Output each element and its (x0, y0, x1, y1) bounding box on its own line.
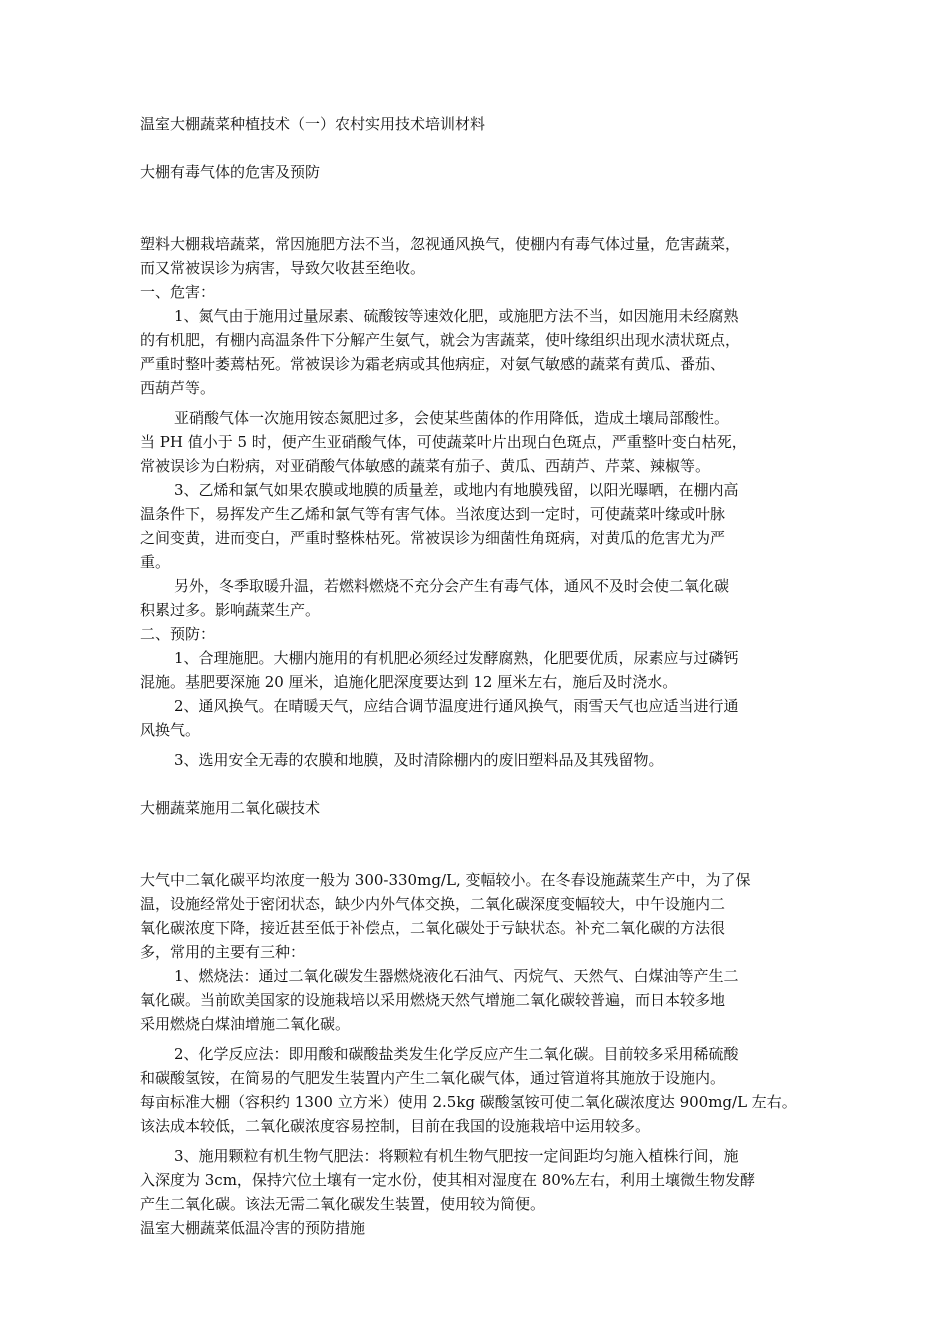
method-paragraph-chemical (140, 1042, 830, 1138)
harm-label: 一、危害： (140, 283, 216, 301)
text-line: 而又常被误诊为病害，导致欠收甚至绝收。 (140, 259, 426, 277)
text-line: 严重时整叶萎蔫枯死。常被误诊为霜老病或其他病症，对氨气敏感的蔬菜有黄瓜、番茄、 (140, 355, 726, 373)
harm-paragraph-heating (140, 574, 830, 622)
section-2-heading: 大棚蔬菜施用二氧化碳技术 (140, 799, 321, 817)
text-line: 1、合理施肥。大棚内施用的有机肥必须经过发酵腐熟，化肥要优质，尿素应与过磷钙 (174, 649, 739, 667)
text-line: 塑料大棚栽培蔬菜，常因施肥方法不当，忽视通风换气，使棚内有毒气体过量，危害蔬菜， (140, 235, 741, 253)
text-line: 2、通风换气。在晴暖天气，应结合调节温度进行通风换气，雨雪天气也应适当进行通 (174, 697, 739, 715)
text-line: 积累过多。影响蔬菜生产。 (140, 601, 321, 619)
prevent-paragraph-ventilation (140, 694, 830, 742)
text-line: 3、施用颗粒有机生物气肥法：将颗粒有机生物气肥按一定间距均匀施入植株行间，施 (174, 1147, 739, 1165)
text-line: 多，常用的主要有三种： (140, 943, 306, 961)
text-line: 另外，冬季取暖升温，若燃料燃烧不充分会产生有毒气体，通风不及时会使二氧化碳 (174, 577, 730, 595)
text-line: 温，设施经常处于密闭状态，缺少内外气体交换，二氧化碳深度变幅较大，中午设施内二 (140, 895, 726, 913)
text-line: 西葫芦等。 (140, 379, 216, 397)
text-line: 当 PH 值小于 5 时，便产生亚硝酸气体，可使蔬菜叶片出现白色斑点，严重整叶变白枯死， (140, 433, 747, 451)
text-line: 亚硝酸气体一次施用铵态氮肥过多，会使某些菌体的作用降低，造成土壤局部酸性。 (174, 409, 730, 427)
method-paragraph-granular (140, 1144, 830, 1216)
text-line: 2、化学反应法：即用酸和碳酸盐类发生化学反应产生二氧化碳。目前较多采用稀硫酸 (174, 1045, 739, 1063)
text-line: 混施。基肥要深施 20 厘米，追施化肥深度要达到 12 厘米左右，施后及时浇水。 (140, 673, 678, 691)
text-line: 氧化碳浓度下降，接近甚至低于补偿点，二氧化碳处于亏缺状态。补充二氧化碳的方法很 (140, 919, 726, 937)
text-line: 该法成本较低，二氧化碳浓度容易控制，目前在我国的设施栽培中运用较多。 (140, 1117, 651, 1135)
text-line: 常被误诊为白粉病，对亚硝酸气体敏感的蔬菜有茄子、黄瓜、西葫芦、芹菜、辣椒等。 (140, 457, 711, 475)
text-line: 采用燃烧白煤油增施二氧化碳。 (140, 1015, 351, 1033)
text-line: 之间变黄，进而变白，严重时整株枯死。常被误诊为细菌性角斑病，对黄瓜的危害尤为严 (140, 529, 726, 547)
harm-paragraph-ammonia (140, 304, 830, 400)
text-line: 3、乙烯和氯气如果农膜或地膜的质量差，或地内有地膜残留，以阳光曝晒，在棚内高 (174, 481, 739, 499)
text-line: 1、燃烧法：通过二氧化碳发生器燃烧液化石油气、丙烷气、天然气、白煤油等产生二 (174, 967, 739, 985)
prevent-paragraph-fertilizer (140, 646, 830, 694)
document-title: 温室大棚蔬菜种植技术（一）农村实用技术培训材料 (140, 115, 486, 133)
text-line: 每亩标准大棚（容积约 1300 立方米）使用 2.5kg 碳酸氢铵可使二氧化碳浓度达 900mg/L 左右。 (140, 1093, 797, 1111)
text-line: 大气中二氧化碳平均浓度一般为 300-330mg/L, 变幅较小。在冬春设施蔬菜生产中，为了保 (140, 871, 751, 889)
text-line: 的有机肥，有棚内高温条件下分解产生氨气，就会为害蔬菜，使叶缘组织出现水渍状斑点， (140, 331, 741, 349)
prevent-paragraph-film (140, 748, 830, 772)
text-line: 入深度为 3cm，保持穴位土壤有一定水份，使其相对湿度在 80%左右，利用土壤微生物发酵 (140, 1171, 756, 1189)
text-line: 氧化碳。当前欧美国家的设施栽培以采用燃烧天然气增施二氧化碳较普遍，而日本较多地 (140, 991, 726, 1009)
prevent-label: 二、预防： (140, 625, 216, 643)
document-body (140, 112, 830, 1240)
section-3-heading: 温室大棚蔬菜低温冷害的预防措施 (140, 1219, 366, 1237)
text-line: 3、选用安全无毒的农膜和地膜，及时清除棚内的废旧塑料品及其残留物。 (174, 751, 664, 769)
text-line: 1、氮气由于施用过量尿素、硫酸铵等速效化肥，或施肥方法不当，如因施用未经腐熟 (174, 307, 739, 325)
method-paragraph-combustion (140, 964, 830, 1036)
section-1-heading: 大棚有毒气体的危害及预防 (140, 163, 321, 181)
text-line: 风换气。 (140, 721, 201, 739)
section-2-intro (140, 868, 830, 964)
text-line: 和碳酸氢铵，在简易的气肥发生装置内产生二氧化碳气体，通过管道将其施放于设施内。 (140, 1069, 726, 1087)
section-1-intro (140, 232, 830, 280)
harm-paragraph-nitrous (140, 406, 830, 478)
text-line: 重。 (140, 553, 171, 571)
harm-paragraph-ethylene (140, 478, 830, 574)
text-line: 产生二氧化碳。该法无需二氧化碳发生装置，使用较为简便。 (140, 1195, 546, 1213)
text-line: 温条件下，易挥发产生乙烯和氯气等有害气体。当浓度达到一定时，可使蔬菜叶缘或叶脉 (140, 505, 726, 523)
